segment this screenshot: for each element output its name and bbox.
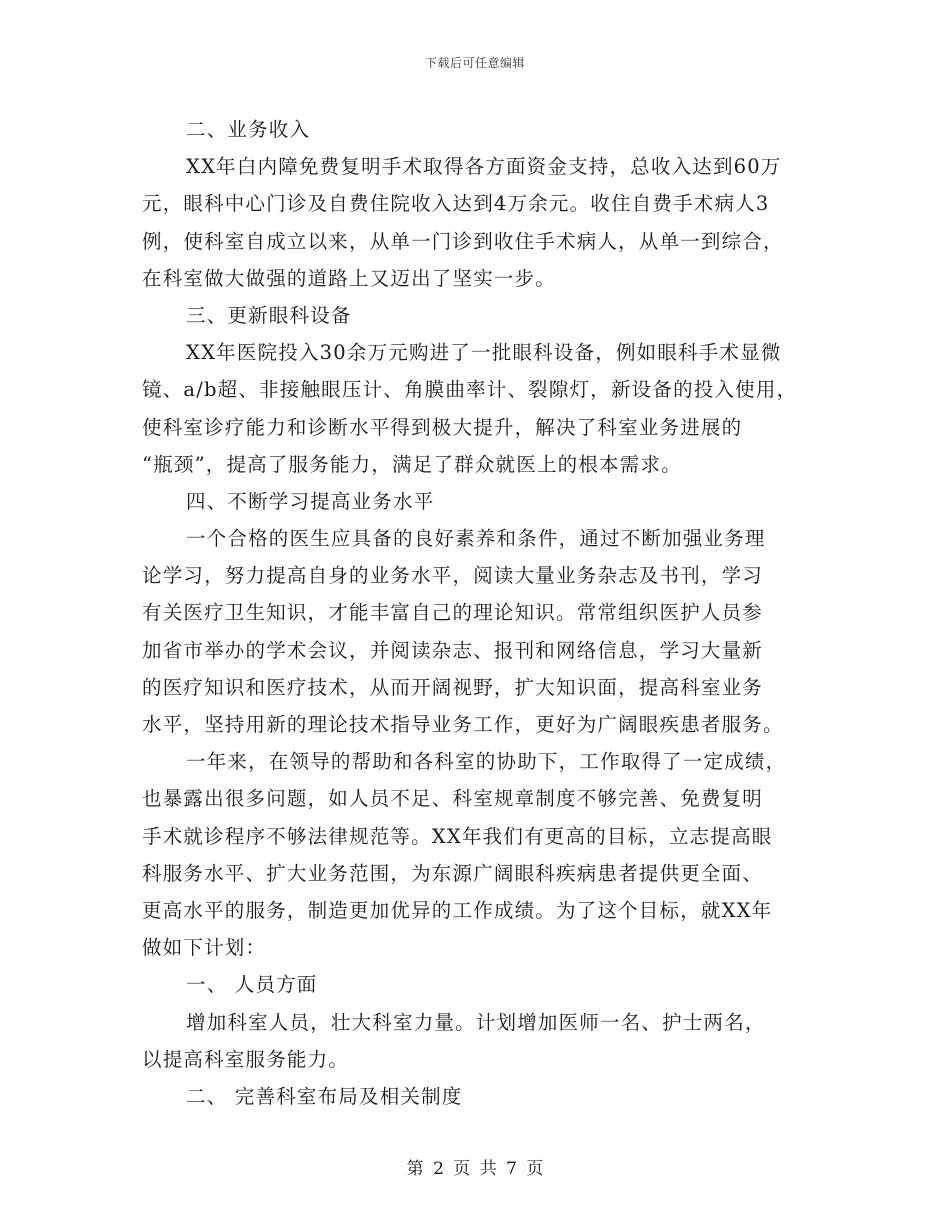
text-line: 在科室做大做强的道路上又迈出了坚实一步。 bbox=[142, 266, 557, 290]
text-line: 有关医疗卫生知识，才能丰富自己的理论知识。常常组织医护人员参 bbox=[142, 601, 764, 625]
text-line: 一个合格的医生应具备的良好素养和条件，通过不断加强业务理 bbox=[186, 527, 766, 551]
text-line: 一、 人员方面 bbox=[186, 973, 318, 997]
text-line: 例，使科室自成立以来，从单一门诊到收住手术病人，从单一到综合， bbox=[142, 229, 784, 253]
text-line: 更高水平的服务，制造更加优异的工作成绩。为了这个目标，就XX年 bbox=[142, 898, 773, 922]
text-line: 增加科室人员，壮大科室力量。计划增加医师一名、护士两名， bbox=[186, 1010, 766, 1034]
text-line: 二、业务收入 bbox=[186, 118, 311, 141]
text-line: 的医疗知识和医疗技术，从而开阔视野，扩大知识面，提高科室业务 bbox=[142, 675, 764, 699]
text-line: 三、更新眼科设备 bbox=[186, 303, 352, 327]
text-line: XX年白内障免费复明手术取得各方面资金支持，总收入达到60万 bbox=[186, 155, 782, 179]
text-line: 四、不断学习提高业务水平 bbox=[186, 489, 435, 513]
text-line: 以提高科室服务能力。 bbox=[142, 1047, 350, 1071]
text-line: 加省市举办的学术会议，并阅读杂志、报刊和网络信息，学习大量新 bbox=[142, 638, 764, 662]
text-line: 水平，坚持用新的理论技术指导业务工作，更好为广阔眼疾患者服务。 bbox=[142, 713, 784, 736]
text-line: 元，眼科中心门诊及自费住院收入达到4万余元。收住自费手术病人3 bbox=[142, 192, 770, 216]
text-line: 一年来，在领导的帮助和各科室的协助下，工作取得了一定成绩， bbox=[186, 750, 787, 774]
page-header: 下载后可任意编辑 bbox=[424, 56, 525, 70]
text-line: “瓶颈”，提高了服务能力，满足了群众就医上的根本需求。 bbox=[142, 452, 682, 476]
text-line: 也暴露出很多问题，如人员不足、科室规章制度不够完善、免费复明 bbox=[142, 787, 764, 811]
text-line: 二、 完善科室布局及相关制度 bbox=[186, 1084, 463, 1108]
text-line: 手术就诊程序不够法律规范等。XX年我们有更高的目标，立志提高眼 bbox=[142, 824, 773, 848]
text-line: 镜、a/b超、非接触眼压计、角膜曲率计、裂隙灯，新设备的投入使用， bbox=[142, 378, 798, 402]
document-body bbox=[142, 111, 827, 1115]
text-line: 科服务水平、扩大业务范围，为东源广阔眼科疾病患者提供更全面、 bbox=[142, 861, 764, 885]
page-footer: 第 2 页 共 7 页 bbox=[406, 1159, 544, 1179]
text-line: 做如下计划： bbox=[142, 936, 267, 960]
text-line: XX年医院投入30余万元购进了一批眼科设备，例如眼科手术显微 bbox=[186, 341, 782, 365]
text-line: 论学习，努力提高自身的业务水平，阅读大量业务杂志及书刊，学习 bbox=[142, 564, 764, 588]
text-line: 使科室诊疗能力和诊断水平得到极大提升，解决了科室业务进展的 bbox=[142, 415, 743, 439]
